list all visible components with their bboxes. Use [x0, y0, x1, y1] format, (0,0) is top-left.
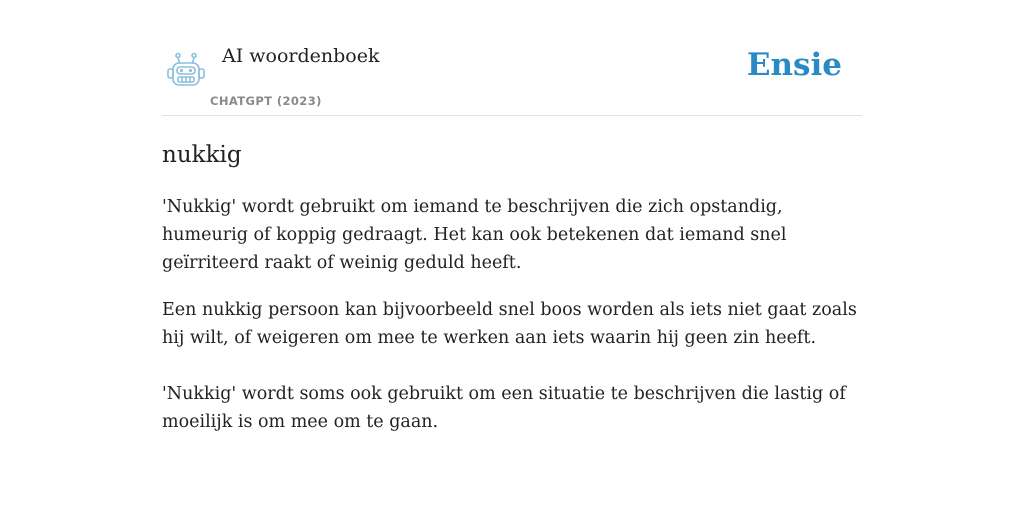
brand-logo[interactable]: Ensie — [746, 47, 842, 83]
dictionary-title[interactable]: AI woordenboek — [222, 45, 380, 67]
robot-icon — [166, 52, 206, 90]
definition-paragraph: 'Nukkig' wordt gebruikt om iemand te beschrijven die zich opstandig, humeurig of koppig gedraagt. Het kan ook betekenen dat iemand snel geïrriteerd raakt of weinig geduld heeft. — [162, 197, 787, 273]
content-container — [162, 0, 862, 436]
entry-word: nukkig — [162, 142, 242, 168]
definition-paragraph: 'Nukkig' wordt soms ook gebruikt om een situatie te beschrijven die lastig of moeilijk is om mee om te gaan. — [162, 384, 846, 432]
header — [162, 0, 862, 116]
definition — [162, 193, 862, 436]
definition-paragraph: Een nukkig persoon kan bijvoorbeeld snel boos worden als iets niet gaat zoals hij wilt, of weigeren om mee te werken aan iets waarin hij geen zin heeft. — [162, 300, 857, 348]
source-label: CHATGPT (2023) — [210, 94, 322, 108]
